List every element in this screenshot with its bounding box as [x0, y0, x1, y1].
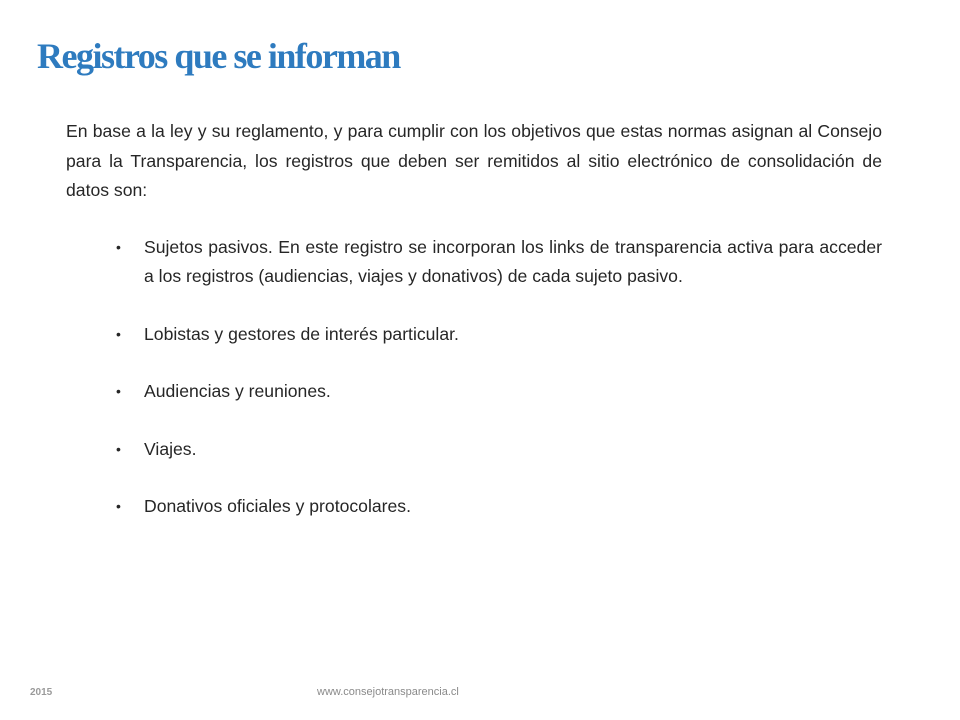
bullet-icon: •: [116, 383, 121, 399]
footer-url: www.consejotransparencia.cl: [317, 686, 459, 698]
bullet-icon: •: [116, 440, 121, 457]
list-item-text: Lobistas y gestores de interés particular.: [144, 323, 459, 344]
slide-content: [66, 117, 882, 522]
list-item-text: Audiencias y reuniones.: [144, 381, 331, 401]
registry-list: [66, 233, 882, 522]
list-item-text: Sujetos pasivos. En este registro se incorporan los links de transparencia activa para acceder a los registros (audiencias, viajes y donativos) de cada sujeto pasivo.: [144, 236, 882, 286]
intro-paragraph: En base a la ley y su reglamento, y para cumplir con los objetivos que estas normas asignan al Consejo para la Transparencia, los registros que deben ser remitidos al sitio electrónico de consolidación de datos son:: [66, 121, 882, 200]
list-item-text: Donativos oficiales y protocolares.: [144, 496, 411, 516]
footer-year: 2015: [30, 687, 53, 698]
list-item-audiencias: [66, 377, 882, 407]
list-item-text: Viajes.: [144, 438, 197, 459]
list-item-sujetos-pasivos: [66, 233, 882, 292]
list-item-lobistas: [66, 320, 882, 350]
slide-title: Registros que se informan: [37, 36, 400, 76]
bullet-icon: •: [116, 325, 121, 342]
bullet-icon: •: [116, 498, 121, 514]
list-item-donativos: [66, 492, 882, 522]
list-item-viajes: [66, 435, 882, 465]
bullet-icon: •: [116, 238, 121, 255]
